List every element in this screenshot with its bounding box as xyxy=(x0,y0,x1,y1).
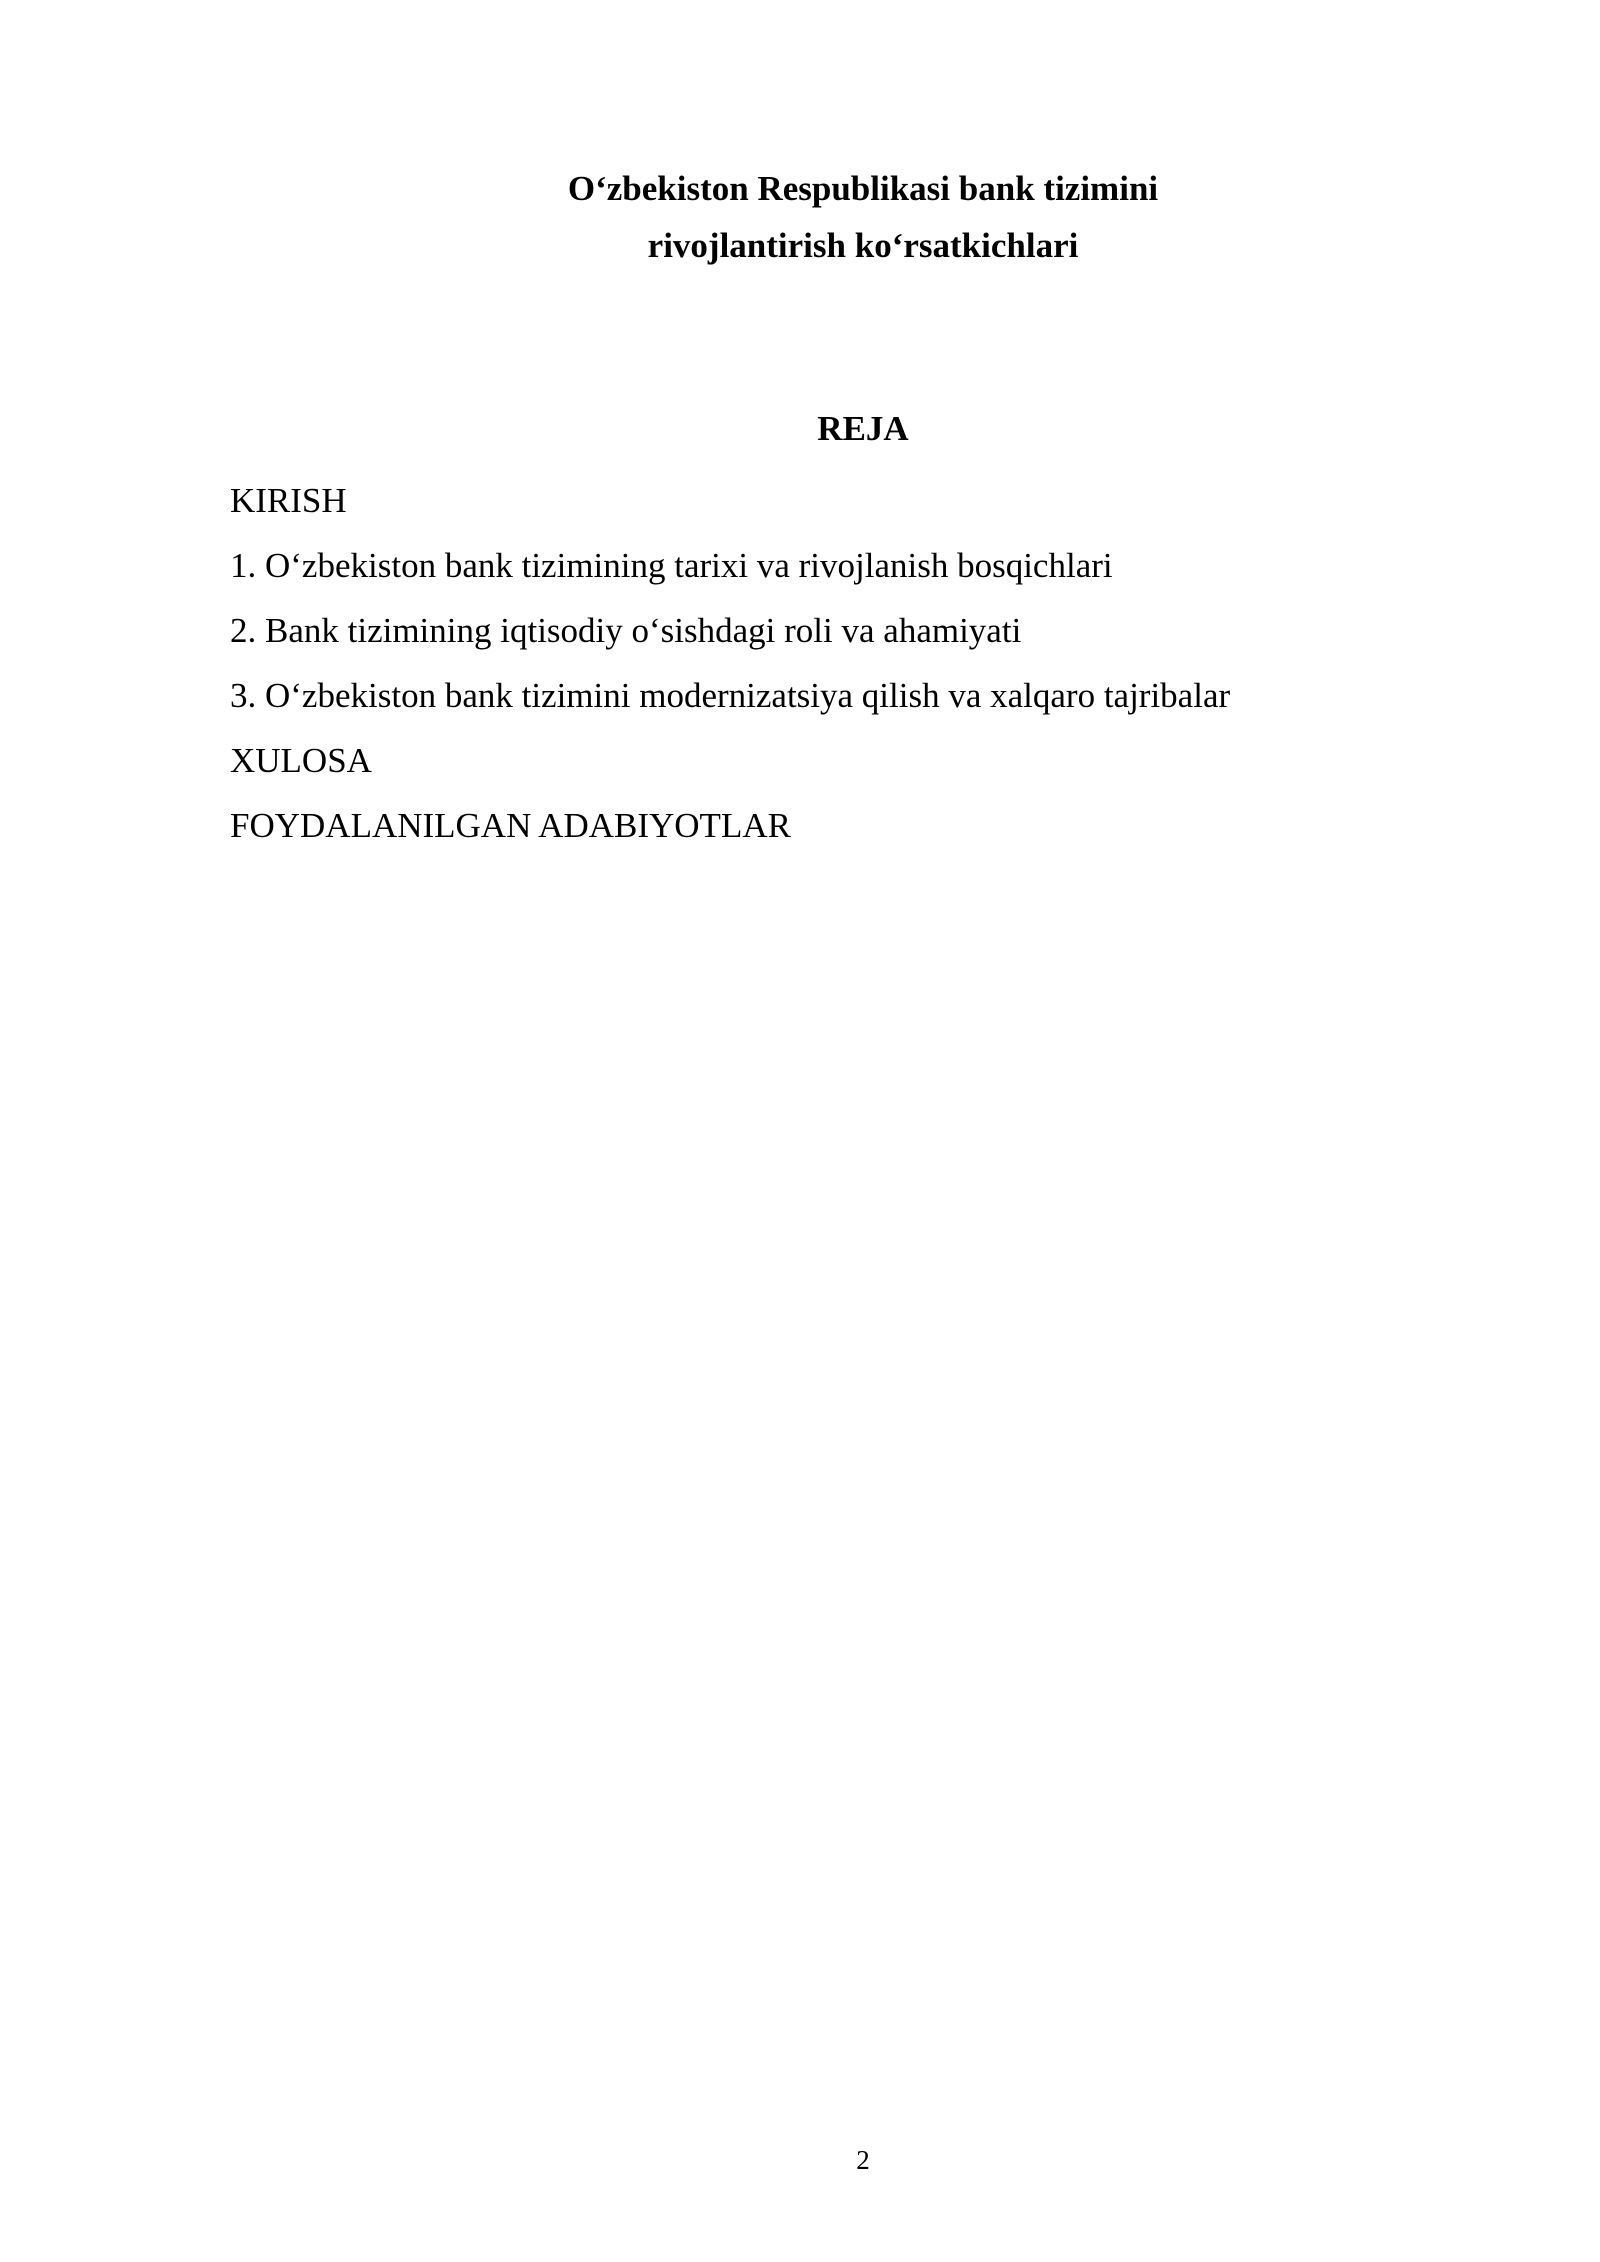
plan-item-conclusion: XULOSA xyxy=(230,741,372,780)
plan-item-chapter-3: 3. O‘zbekiston bank tizimini modernizatsiya qilish va xalqaro tajribalar xyxy=(230,676,1231,715)
plan-list xyxy=(230,476,1530,866)
document-title xyxy=(0,160,1600,274)
plan-heading: REJA xyxy=(817,409,909,448)
plan-item-chapter-1: 1. O‘zbekiston bank tizimining tarixi va rivojlanish bosqichlari xyxy=(230,546,1113,585)
page-number: 2 xyxy=(856,2145,870,2175)
plan-item-references: FOYDALANILGAN ADABIYOTLAR xyxy=(230,806,791,845)
document-title-line-2: rivojlantirish ko‘rsatkichlari xyxy=(647,226,1079,265)
plan-item-intro: KIRISH xyxy=(230,481,347,520)
document-title-line-1: O‘zbekiston Respublikasi bank tizimini xyxy=(567,169,1159,208)
plan-item-chapter-2: 2. Bank tizimining iqtisodiy o‘sishdagi roli va ahamiyati xyxy=(230,611,1022,650)
